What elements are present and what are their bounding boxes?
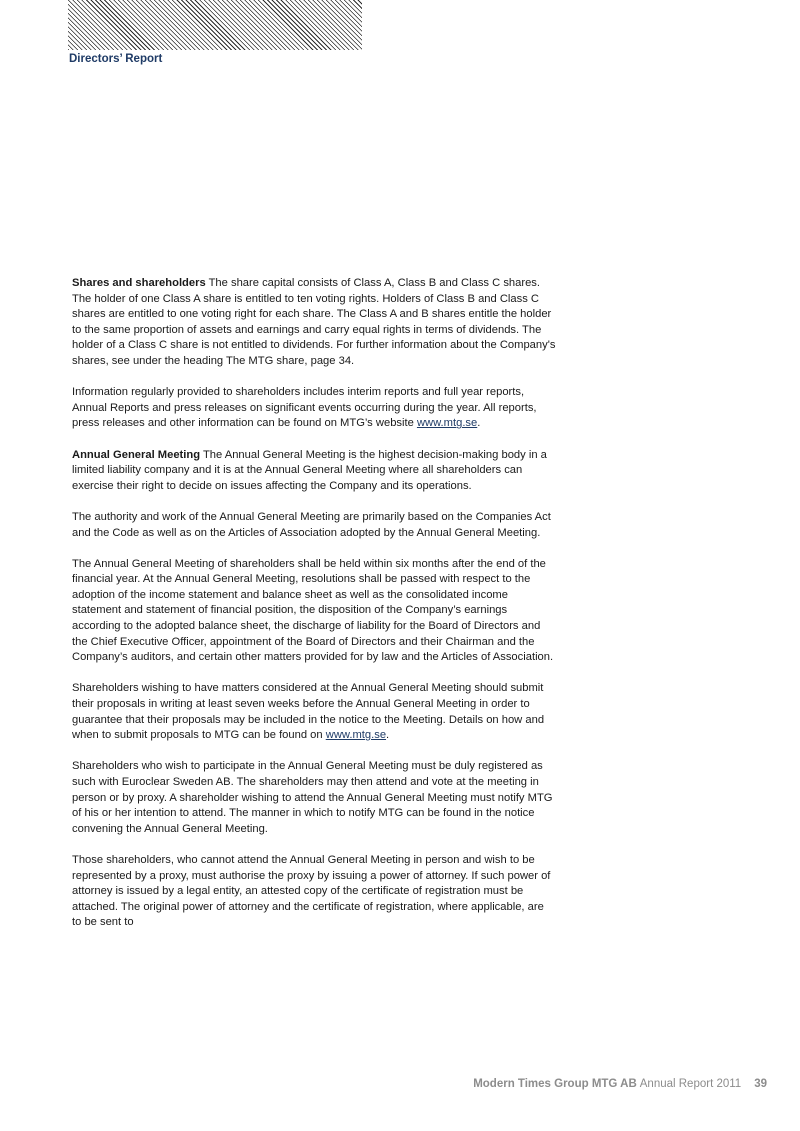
paragraph-information — [72, 385, 556, 432]
header-hatch-pattern — [68, 0, 362, 50]
run-in-heading-agm: Annual General Meeting — [72, 448, 201, 461]
paragraph-text: The Annual General Meeting is the highest decision-making body in a limited liability company and it is at the Annual General Meeting where all shareholders can exercise their right to decide on issues affecting the Company and its operations. — [72, 448, 547, 492]
footer-report-title: Annual Report 2011 — [639, 1078, 742, 1090]
footer-company: Modern Times Group MTG AB — [473, 1078, 637, 1090]
paragraph-annual-general-meeting — [72, 448, 556, 495]
paragraph-end: . — [477, 417, 481, 430]
paragraph-text: The share capital consists of Class A, Class B and Class C shares. The holder of one Class A share is entitled to ten voting rights. Holders of Class B and Class C shares are entitled to one voting right for each share. The Class A and B shares entitle the holder to the same proportion of assets and earnings and carry equal rights in terms of dividends. The holder of a Class C share is not entitled to dividends. For further information about the Company's shares, see under the heading The MTG share, page 34. — [72, 277, 556, 367]
paragraph-text: Shareholders wishing to have matters considered at the Annual General Meeting should submit their proposals in writing at least seven weeks before the Annual General Meeting in order to guarantee that their proposals may be included in the notice to the Meeting. Details on how and when to submit proposals to MTG can be found on — [72, 682, 545, 742]
paragraph-proxy: Those shareholders, who cannot attend the Annual General Meeting in person and wish to be represented by a proxy, must authorise the proxy by issuing a power of attorney. If such power of attorney is issued by a legal entity, an attested copy of the certificate of registration must be attached. The original power of attorney and the certificate of registration, where applicable, are to be sent to — [72, 853, 551, 929]
paragraph-agm-timing: The Annual General Meeting of shareholders shall be held within six months after the end of the financial year. At the Annual General Meeting, resolutions shall be passed with respect to the adoption of the income statement and balance sheet as well as the consolidated income statement and statement of financial position, the disposition of the Company’s earnings according to the adopted balance sheet, the discharge of liability for the Board of Directors and the Chief Executive Officer, appointment of the Board of Directors and their Chairman and the Company’s auditors, and certain other matters provided for by law and the Articles of Association. — [72, 557, 554, 664]
page-number: 39 — [754, 1078, 767, 1090]
paragraph-shares-and-shareholders — [72, 276, 556, 370]
paragraph-text: Information regularly provided to shareholders includes interim reports and full year reports, Annual Reports and press releases on significant events occurring during the year. All reports, press releases and other information can be found on MTG’s website — [72, 386, 537, 430]
run-in-heading-shares: Shares and shareholders — [72, 277, 206, 289]
website-link[interactable]: www.mtg.se — [416, 417, 478, 430]
page-footer — [473, 1078, 767, 1090]
paragraph-participation: Shareholders who wish to participate in the Annual General Meeting must be duly registered as such with Euroclear Sweden AB. The shareholders may then attend and vote at the meeting in person or by proxy. A shareholder wishing to attend the Annual General Meeting must notify MTG of his or her intention to attend. The manner in which to notify MTG can be found in the notice convening the Annual General Meeting. — [72, 760, 553, 835]
website-link[interactable]: www.mtg.se — [325, 729, 387, 742]
body-text — [72, 276, 556, 947]
paragraph-proposals — [72, 681, 556, 743]
paragraph-end: . — [386, 729, 390, 742]
section-title: Directors’ Report — [69, 53, 163, 65]
paragraph-authority: The authority and work of the Annual General Meeting are primarily based on the Companies Act and the Code as well as on the Articles of Association adopted by the Annual General Meeting. — [72, 510, 551, 539]
